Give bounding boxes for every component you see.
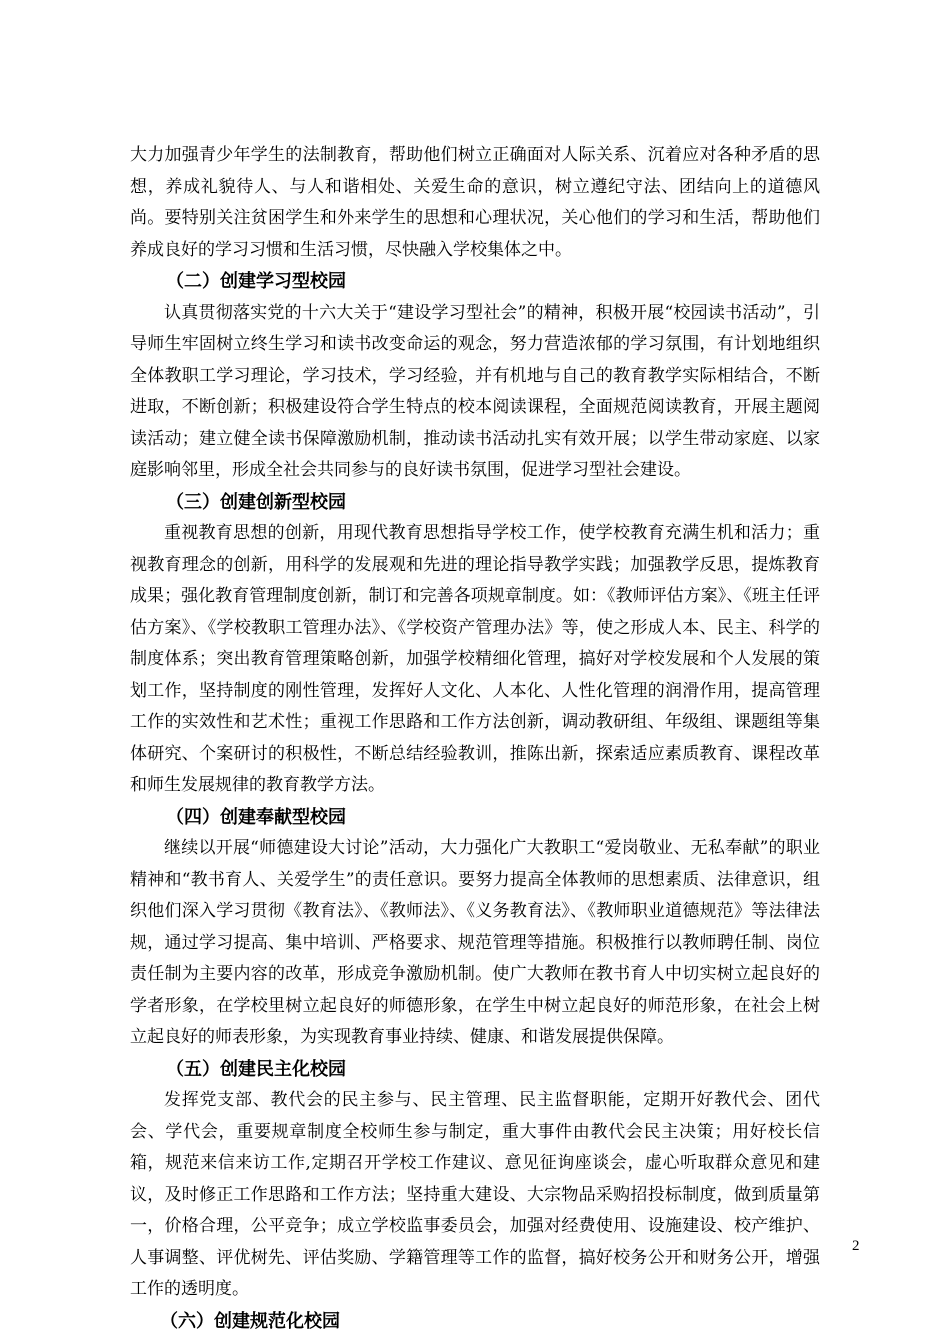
paragraph-legal-education: 大力加强青少年学生的法制教育，帮助他们树立正确面对人际关系、沉着应对各种矛盾的思想，养成礼貌待人、与人和谐相处、关爱生命的意识，树立遵纪守法、团结向上的道德风尚。要特别关注贫困学生和外来学生的思想和心理状况，关心他们的学习和生活，帮助他们养成良好的学习习惯和生活习惯，尽快融入学校集体之中。 (130, 145, 820, 260)
heading-learning-campus: （二）创建学习型校园 (166, 271, 346, 292)
paragraph-learning-campus: 认真贯彻落实党的十六大关于“建设学习型社会”的精神，积极开展“校园读书活动”，引导师生牢固树立终生学习和读书改变命运的观念，努力营造浓郁的学习氛围，有计划地组织全体教职工学习理论，学习技术，学习经验，并有机地与自己的教育教学实际相结合，不断进取，不断创新；积极建设符合学生特点的校本阅读课程，全面规范阅读教育，开展主题阅读活动；建立健全读书保障激励机制，推动读书活动扎实有效开展；以学生带动家庭、以家庭影响邻里，形成全社会共同参与的良好读书氛围，促进学习型社会建设。 (130, 302, 820, 480)
paragraph-democratic-campus: 发挥党支部、教代会的民主参与、民主管理、民主监督职能，定期开好教代会、团代会、学代会，重要规章制度全校师生参与制定，重大事件由教代会民主决策；用好校长信箱，规范来信来访工作,定期召开学校工作建议、意见征询座谈会，虚心听取群众意见和建议，及时修正工作思路和工作方法；坚持重大建设、大宗物品采购招投标制度，做到质量第一，价格合理，公平竞争；成立学校监事委员会，加强对经费使用、设施建设、校产维护、人事调整、评优树先、评估奖励、学籍管理等工作的监督，搞好校务公开和财务公开，增强工作的透明度。 (130, 1090, 820, 1299)
page-number: 2 (852, 1238, 860, 1254)
paragraph-innovative-campus: 重视教育思想的创新，用现代教育思想指导学校工作，使学校教育充满生机和活力；重视教育理念的创新，用科学的发展观和先进的理论指导教学实践；加强教学反思，提炼教育成果；强化教育管理制度创新，制订和完善各项规章制度。如：《教师评估方案》、《班主任评估方案》、《学校教职工管理办法》、《学校资产管理办法》等，使之形成人本、民主、科学的制度体系；突出教育管理策略创新，加强学校精细化管理，搞好对学校发展和个人发展的策划工作，坚持制度的刚性管理，发挥好人文化、人本化、人性化管理的润滑作用，提高管理工作的实效性和艺术性；重视工作思路和工作方法创新，调动教研组、年级组、课题组等集体研究、个案研讨的积极性，不断总结经验教训，推陈出新，探索适应素质教育、课程改革和师生发展规律的教育教学方法。 (130, 523, 820, 795)
heading-dedication-campus: （四）创建奉献型校园 (166, 806, 346, 828)
heading-standardized-campus: （六）创建规范化校园 (160, 1310, 340, 1332)
paragraph-dedication-campus: 继续以开展“师德建设大讨论”活动，大力强化广大教职工“爱岗敬业、无私奉献”的职业精神和“教书育人、关爱学生”的责任意识。要努力提高全体教师的思想素质、法律意识，组织他们深入学习贯彻《教育法》、《教师法》、《义务教育法》、《教师职业道德规范》等法律法规，通过学习提高、集中培训、严格要求、规范管理等措施。积极推行以教师聘任制、岗位责任制为主要内容的改革，形成竞争激励机制。使广大教师在教书育人中切实树立起良好的学者形象，在学校里树立起良好的师德形象，在学生中树立起良好的师范形象，在社会上树立起良好的师表形象，为实现教育事业持续、健康、和谐发展提供保障。 (130, 838, 820, 1047)
document-body (130, 140, 820, 1337)
heading-innovative-campus: （三）创建创新型校园 (166, 491, 346, 513)
heading-democratic-campus: （五）创建民主化校园 (166, 1058, 346, 1080)
